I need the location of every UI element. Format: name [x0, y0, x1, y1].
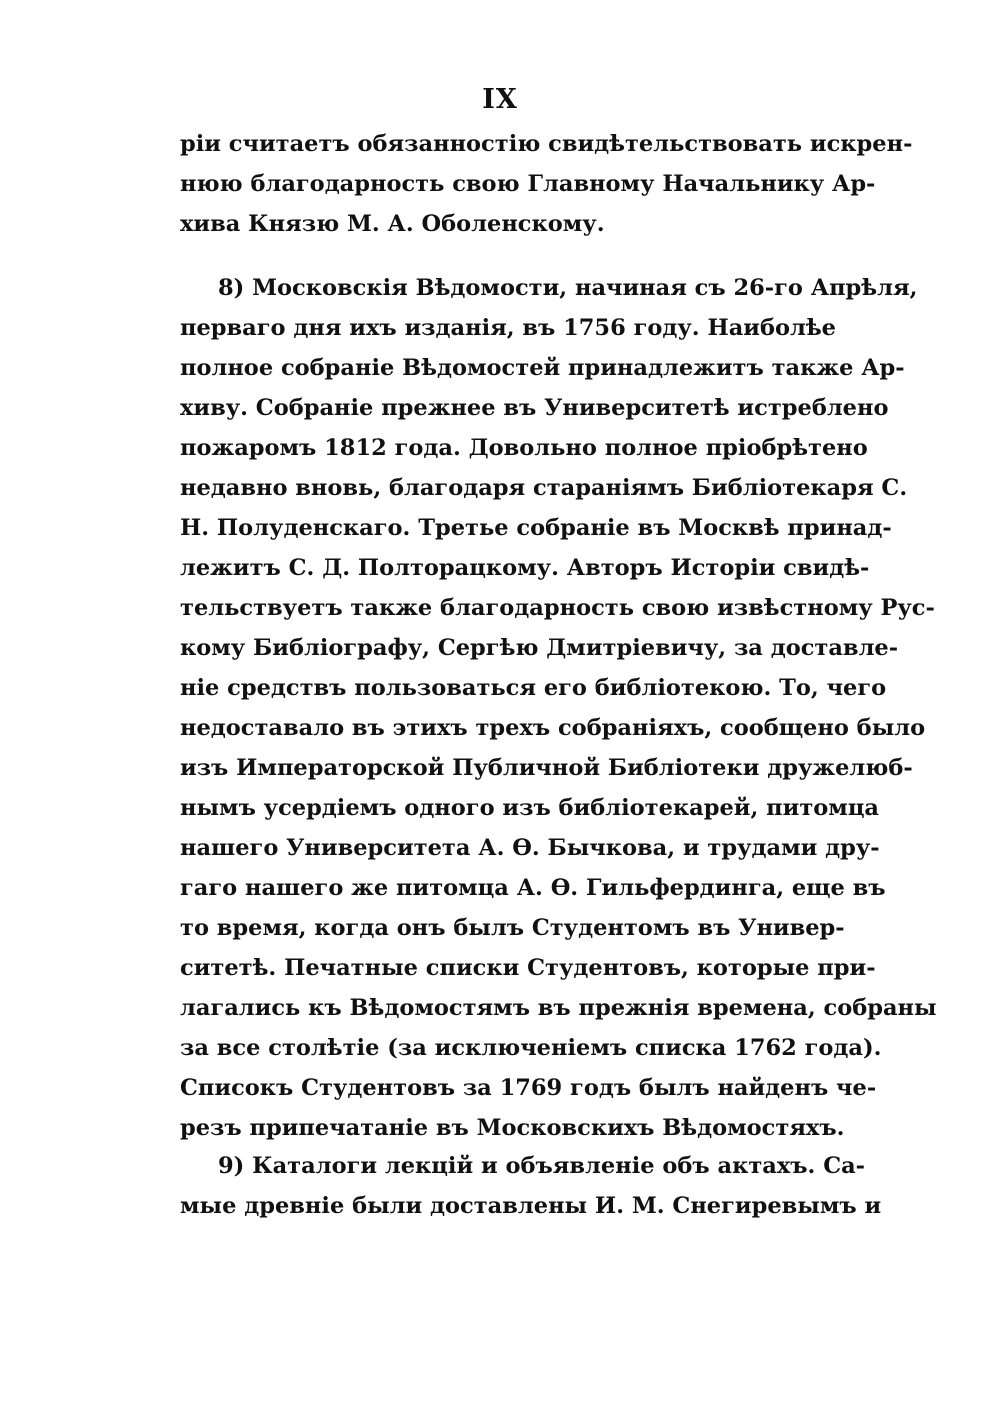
text-line: резъ припечатанiе въ Московскихъ Вѣдомостяхъ.	[180, 1115, 845, 1141]
text-line: мые древнiе были доставлены И. М. Снегиревымъ и	[180, 1193, 882, 1219]
page-number: IX	[482, 84, 518, 115]
text-line: Списокъ Студентовъ за 1769 годъ былъ найденъ че-	[180, 1075, 877, 1101]
text-line: лагались къ Вѣдомостямъ въ прежнiя времена, собраны	[180, 995, 937, 1021]
text-line: кому Библiографу, Сергѣю Дмитрiевичу, за доставле-	[180, 635, 899, 661]
text-line: тельствуетъ также благодарность свою извѣстному Рус-	[180, 595, 935, 621]
text-line: хиву. Собранiе прежнее въ Университетѣ истреблено	[180, 395, 889, 421]
text-line: 9) Каталоги лекцiй и объявленiе объ актахъ. Са-	[218, 1153, 866, 1179]
text-line: недавно вновь, благодаря старанiямъ Библiотекаря С.	[180, 475, 908, 501]
text-line: ситетѣ. Печатные списки Студентовъ, которые при-	[180, 955, 876, 981]
text-line: гаго нашего же питомца А. Ѳ. Гильфердинга, еще въ	[180, 875, 886, 901]
text-line: нюю благодарность свою Главному Начальнику Ар-	[180, 171, 876, 197]
text-line: то время, когда онъ былъ Студентомъ въ Универ-	[180, 915, 845, 941]
text-line: нашего Университета А. Ѳ. Бычкова, и трудами дру-	[180, 835, 880, 861]
text-line: недоставало въ этихъ трехъ собранiяхъ, сообщено было	[180, 715, 926, 741]
paragraph-item-9	[180, 1146, 882, 1226]
text-line: лежитъ С. Д. Полторацкому. Авторъ Исторiи свидѣ-	[180, 555, 870, 581]
text-line: нiе средствъ пользоваться его библiотекою. То, чего	[180, 675, 887, 701]
text-line: пожаромъ 1812 года. Довольно полное прiобрѣтено	[180, 435, 868, 461]
text-line: 8) Московскiя Вѣдомости, начиная съ 26-го Апрѣля,	[218, 275, 918, 301]
text-line: перваго дня ихъ изданiя, въ 1756 году. Наиболѣе	[180, 315, 836, 341]
text-line: хива Князю М. А. Оболенскому.	[180, 211, 605, 237]
text-line: за все столѣтiе (за исключенiемъ списка 1762 года).	[180, 1035, 882, 1061]
text-line: рiи считаетъ обязанностiю свидѣтельствовать искрен-	[180, 131, 913, 157]
paragraph-item-8	[180, 268, 937, 1148]
text-line: изъ Императорской Публичной Библiотеки дружелюб-	[180, 755, 913, 781]
text-line: Н. Полуденскаго. Третье собранiе въ Москвѣ принад-	[180, 515, 892, 541]
paragraph-intro-continuation	[180, 124, 913, 244]
text-line: полное собранiе Вѣдомостей принадлежитъ также Ар-	[180, 355, 905, 381]
text-line: нымъ усердiемъ одного изъ библiотекарей, питомца	[180, 795, 880, 821]
